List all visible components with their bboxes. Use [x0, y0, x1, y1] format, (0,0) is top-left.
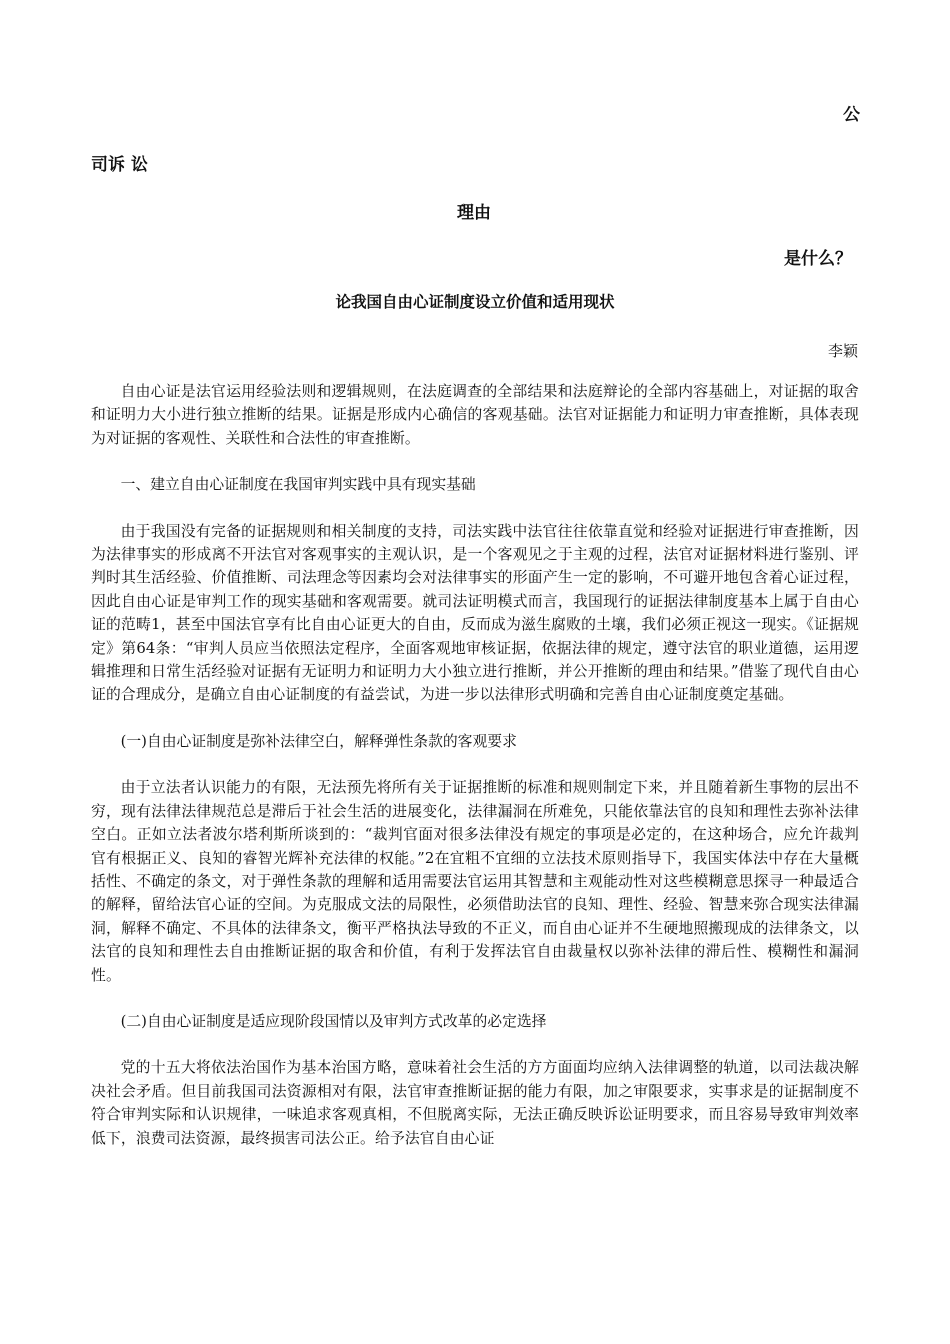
paragraph-subsection-2: 党的十五大将依法治国作为基本治国方略，意味着社会生活的方方面面均应纳入法律调整的轨道，以司法裁决解决社会矛盾。但目前我国司法资源相对有限，法官审查推断证据的能力有限，加之审限要求，实事求是的证据制度不符合审判实际和认识规律，一味追求客观真相，不但脱离实际，无法正确反映诉讼证明要求，而且容易导致审判效率低下，浪费司法资源，最终损害司法公正。给予法官自由心证	[91, 1059, 859, 1147]
article-author: 李颖	[827, 342, 858, 360]
paragraph-section-1: 由于我国没有完备的证据规则和相关制度的支持，司法实践中法官往往依靠直觉和经验对证据进行审查推断，因为法律事实的形成离不开法官对客观事实的主观认识，是一个客观见之于主观的过程，法官对证据材料进行鉴别、评判时其生活经验、价值推断、司法理念等因素均会对法律事实的形面产生一定的影响，不可避开地包含着心证过程，因此自由心证是审判工作的现实基础和客观需要。就司法证明模式而言，我国现行的证据法律制度基本上属于自由心证的范畴1，甚至中国法官享有比自由心证更大的自由，反而成为滋生腐败的土壤，我们必须正视这一现实。《证据规定》第64条：“审判人员应当依照法定程序，全面客观地审核证据，依据法律的规定，遵守法官的职业道德，运用逻辑推理和日常生活经验对证据有无证明力和证明力大小独立进行推断，并公开推断的理由和结果。”借鉴了现代自由心证的合理成分，是确立自由心证制度的有益尝试，为进一步以法律形式明确和完善自由心证制度奠定基础。	[91, 522, 859, 704]
section-heading-1: 一、建立自由心证制度在我国审判实践中具有现实基础	[120, 476, 476, 494]
paragraph-intro: 自由心证是法官运用经验法则和逻辑规则，在法庭调查的全部结果和法庭辩论的全部内容基础上，对证据的取舍和证明力大小进行独立推断的结果。证据是形成内心确信的客观基础。法官对证据能力和证明力审查推断，具体表现为对证据的客观性、关联性和合法性的审查推断。	[91, 383, 859, 447]
header-fragment-gong: 公	[843, 105, 860, 125]
article-title: 论我国自由心证制度设立价值和适用现状	[335, 293, 615, 311]
article-body	[91, 380, 859, 1173]
header-fragment-sifa-susong: 司诉 讼	[91, 155, 148, 175]
paragraph-subsection-1: 由于立法者认识能力的有限，无法预先将所有关于证据推断的标准和规则制定下来，并且随着新生事物的层出不穷，现有法律法律规范总是滞后于社会生活的进展变化，法律漏洞在所难免，只能依靠法官的良知和理性去弥补法律空白。正如立法者波尔塔利斯所谈到的：“裁判官面对很多法律没有规定的事项是必定的，在这种场合，应允许裁判官有根据正义、良知的睿智光辉补充法律的权能。”2在宜粗不宜细的立法技术原则指导下，我国实体法中存在大量概括性、不确定的条文，对于弹性条款的理解和适用需要法官运用其智慧和主观能动性对这些模糊意思探寻一种最适合的解释，留给法官心证的空间。为克服成文法的局限性，必须借助法官的良知、理性、经验、智慧来弥合现实法律漏洞，解释不确定、不具体的法律条文，衡平严格执法导致的不正义，而自由心证并不生硬地照搬现成的法律条文，以法官的良知和理性去自由推断证据的取舍和价值，有利于发挥法官自由裁量权以弥补法律的滞后性、模糊性和漏洞性。	[91, 779, 859, 984]
header-fragment-liyou: 理由	[457, 203, 491, 223]
subsection-heading-1: (一)自由心证制度是弥补法律空白，解释弹性条款的客观要求	[120, 732, 517, 750]
subsection-heading-2: (二)自由心证制度是适应现阶段国情以及审判方式改革的必定选择	[120, 1012, 547, 1030]
header-fragment-shi-shenme: 是什么？	[784, 249, 852, 269]
